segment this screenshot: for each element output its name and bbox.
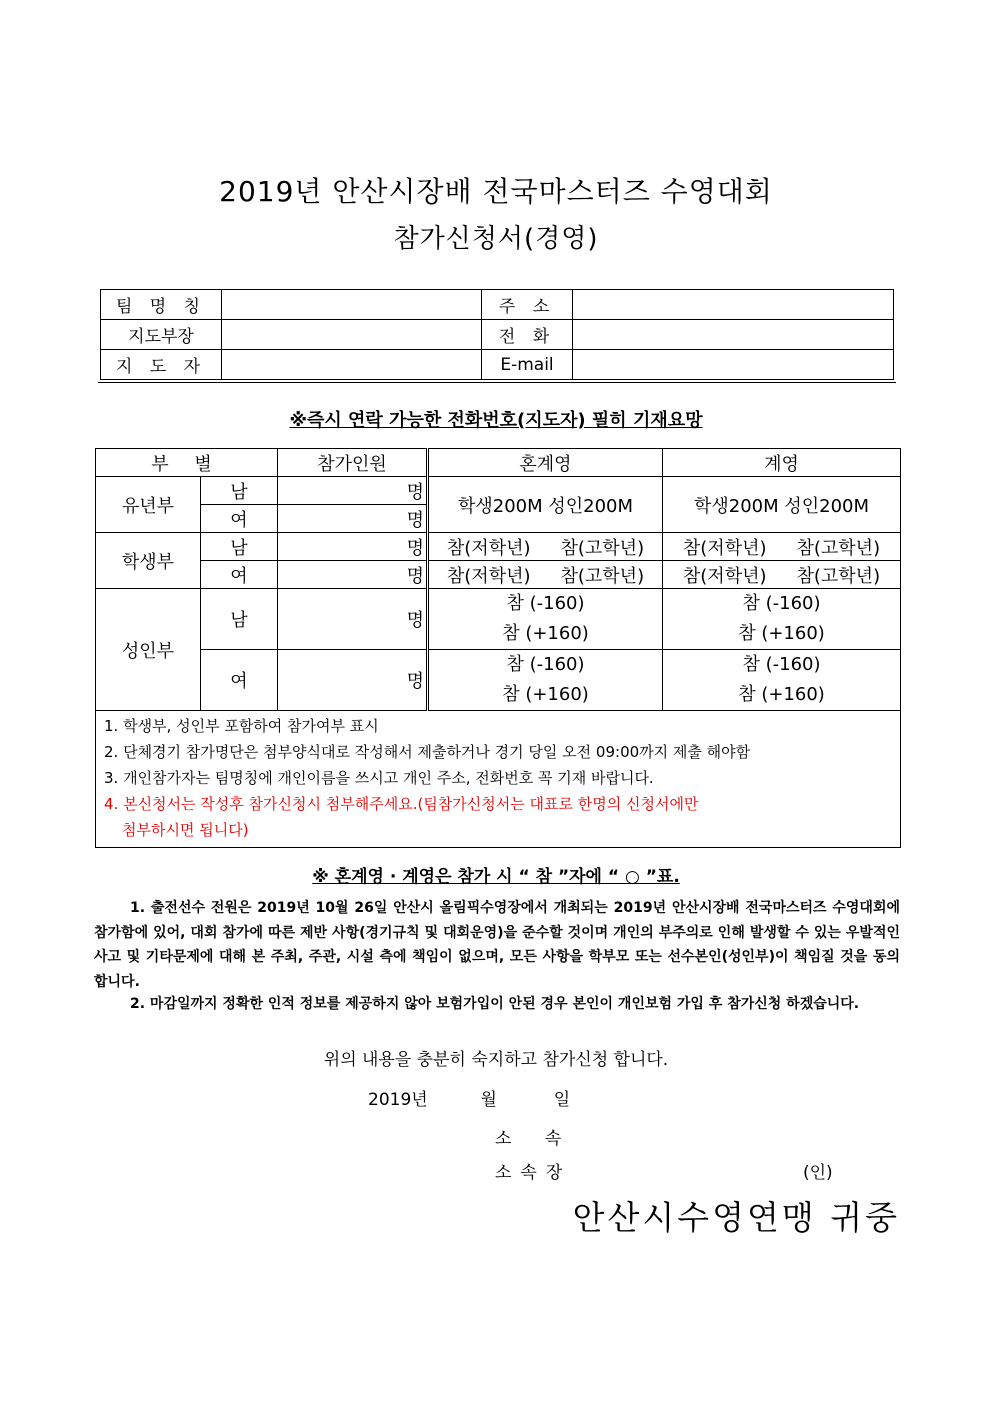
- low-grade-option: 참(저학년): [682, 537, 767, 559]
- adult-female-count[interactable]: [278, 650, 428, 711]
- email-label: E-mail: [482, 350, 573, 380]
- team-name-field[interactable]: [222, 290, 482, 320]
- affiliation-label: 소 속: [495, 1129, 564, 1149]
- notes-cell: [96, 711, 901, 848]
- plus160-option: 참 (+160): [502, 684, 589, 705]
- header-count: 참가인원: [278, 449, 428, 477]
- adult-female-relay[interactable]: [663, 650, 901, 711]
- header-division: 부 별: [96, 449, 278, 477]
- address-field[interactable]: [573, 290, 894, 320]
- unit-label: 명: [406, 610, 424, 631]
- high-grade-option: 참(고학년): [560, 565, 645, 587]
- header-relay: 계영: [663, 449, 901, 477]
- team-name-label: 팀 명 칭: [101, 290, 222, 320]
- student-male-relay[interactable]: [663, 533, 901, 561]
- unit-label: 명: [406, 481, 424, 503]
- phone-label: 전 화: [482, 320, 573, 350]
- agreement-paragraph-2: 2. 마감일까지 정확한 인적 정보를 제공하지 않아 보험가입이 안된 경우 본인이 개인보험 가입 후 참가신청 하겠습니다.: [130, 996, 860, 1012]
- adult-male-mixed[interactable]: [428, 589, 663, 650]
- note-3: 3. 개인참가자는 팀명칭에 개인이름을 쓰시고 개인 주소, 전화번호 꼭 기재 바랍니다.: [104, 769, 654, 787]
- plus160-option: 참 (+160): [738, 623, 825, 644]
- agreement-paragraph-1: 1. 출전선수 전원은 2019년 10월 26일 안산시 올림픽수영장에서 개최되는 2019년 안산시장배 전국마스터즈 수영대회에 참가함에 있어, 대회 참가에 따른 제반 사항(경기규칙 및 대회운영)을 준수할 것이며 개인의 부주의로 인해 발생할 수 있는 우발적인 사고 및 기타문제에 대해 본 주최, 주관, 시설 측에 책임이 없으며, 모든 사항을 학부모 또는 선수본인(성인부)이 책임질 것을 동의합니다.: [94, 900, 900, 990]
- marking-notice: ※ 혼계영 · 계영은 참가 시 “ 참 ”자에 “ ○ ”표.: [312, 867, 680, 887]
- divider: [98, 382, 896, 383]
- student-female-count[interactable]: [278, 561, 428, 589]
- entry-table: [95, 448, 901, 848]
- student-division: 학생부: [96, 533, 201, 589]
- student-male-mixed[interactable]: [428, 533, 663, 561]
- email-field[interactable]: [573, 350, 894, 380]
- coach-label: 지 도 자: [101, 350, 222, 380]
- adult-female-label: 여: [201, 650, 278, 711]
- date-day[interactable]: 일: [553, 1090, 571, 1110]
- youth-mixed-event: 학생200M 성인200M: [428, 477, 663, 533]
- document-title: 2019년 안산시장배 전국마스터즈 수영대회: [219, 175, 773, 208]
- plus160-option: 참 (+160): [738, 684, 825, 705]
- high-grade-option: 참(고학년): [560, 537, 645, 559]
- seal-mark: (인): [803, 1163, 833, 1183]
- note-2: 2. 단체경기 참가명단은 첨부양식대로 작성해서 제출하거나 경기 당일 오전 09:00까지 제출 해야함: [104, 743, 751, 761]
- document-subtitle: 참가신청서(경영): [393, 224, 599, 254]
- unit-label: 명: [406, 509, 424, 531]
- header-mixed-relay: 혼계영: [428, 449, 663, 477]
- adult-male-count[interactable]: [278, 589, 428, 650]
- confirmation-text: 위의 내용을 충분히 숙지하고 참가신청 합니다.: [323, 1050, 669, 1070]
- phone-notice: ※즉시 연락 가능한 전화번호(지도자) 필히 기재요망: [289, 410, 703, 431]
- high-grade-option: 참(고학년): [796, 537, 881, 559]
- note-1: 1. 학생부, 성인부 포함하여 참가여부 표시: [104, 717, 379, 735]
- minus160-option: 참 (-160): [742, 654, 821, 675]
- low-grade-option: 참(저학년): [446, 537, 531, 559]
- youth-division: 유년부: [96, 477, 201, 533]
- unit-label: 명: [406, 537, 424, 559]
- team-info-table: [100, 289, 894, 380]
- student-male-count[interactable]: [278, 533, 428, 561]
- date-line: [368, 1085, 570, 1110]
- coach-field[interactable]: [222, 350, 482, 380]
- phone-field[interactable]: [573, 320, 894, 350]
- adult-female-mixed[interactable]: [428, 650, 663, 711]
- unit-label: 명: [406, 565, 424, 587]
- youth-relay-event: 학생200M 성인200M: [663, 477, 901, 533]
- low-grade-option: 참(저학년): [446, 565, 531, 587]
- student-female-relay[interactable]: [663, 561, 901, 589]
- date-year: 2019년: [368, 1090, 428, 1110]
- adult-male-label: 남: [201, 589, 278, 650]
- student-male-label: 남: [201, 533, 278, 561]
- high-grade-option: 참(고학년): [796, 565, 881, 587]
- note-4: 4. 본신청서는 작성후 참가신청시 첨부해주세요.(팀참가신청서는 대표로 한명의 신청서에만: [104, 795, 699, 813]
- low-grade-option: 참(저학년): [682, 565, 767, 587]
- plus160-option: 참 (+160): [502, 623, 589, 644]
- date-month[interactable]: 월: [480, 1090, 497, 1110]
- addressee: 안산시수영연맹 귀중: [572, 1198, 900, 1237]
- unit-label: 명: [406, 671, 424, 692]
- youth-female-label: 여: [201, 505, 278, 533]
- student-female-label: 여: [201, 561, 278, 589]
- note-4-continued: 첨부하시면 됩니다): [122, 821, 249, 839]
- youth-male-count[interactable]: [278, 477, 428, 505]
- youth-male-label: 남: [201, 477, 278, 505]
- adult-male-relay[interactable]: [663, 589, 901, 650]
- minus160-option: 참 (-160): [506, 654, 585, 675]
- minus160-option: 참 (-160): [506, 593, 585, 614]
- student-female-mixed[interactable]: [428, 561, 663, 589]
- adult-division: 성인부: [96, 589, 201, 711]
- address-label: 주 소: [482, 290, 573, 320]
- deputy-field[interactable]: [222, 320, 482, 350]
- youth-female-count[interactable]: [278, 505, 428, 533]
- deputy-label: 지도부장: [101, 320, 222, 350]
- minus160-option: 참 (-160): [742, 593, 821, 614]
- affiliation-head-label: 소속장: [495, 1163, 572, 1183]
